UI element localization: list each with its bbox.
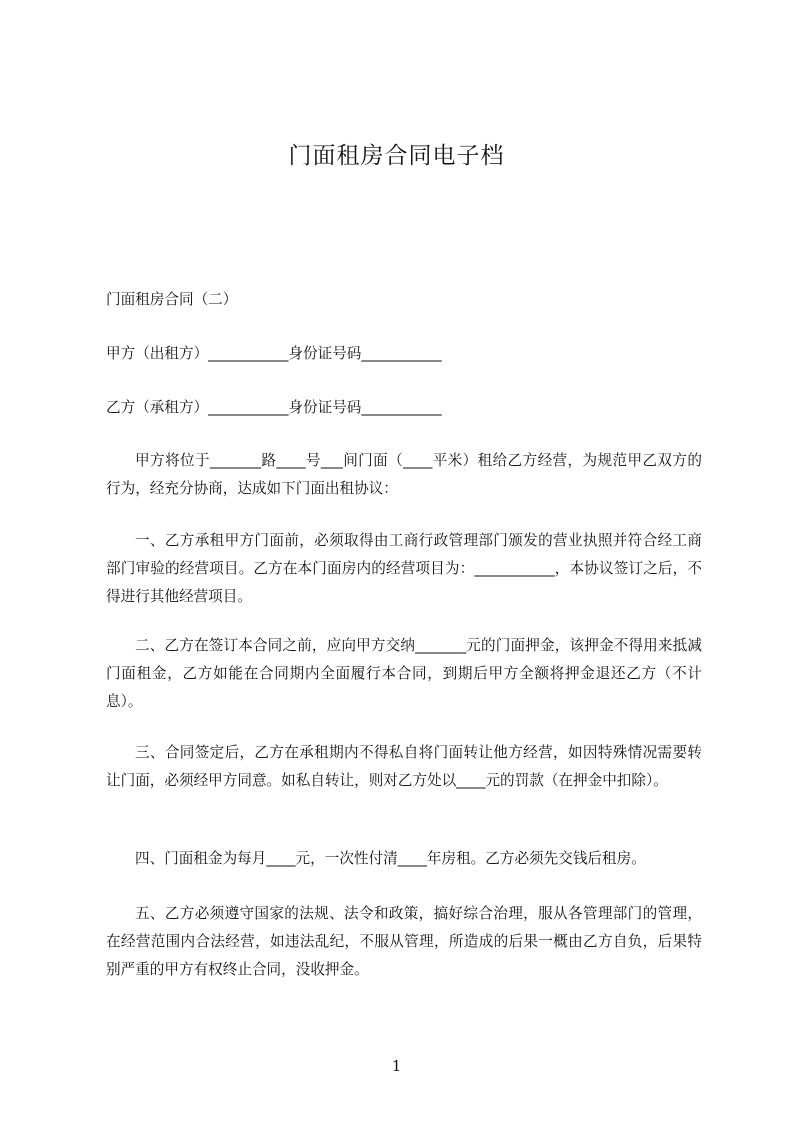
contract-subtitle: 门面租房合同（二） — [106, 291, 238, 308]
clause-5: 五、乙方必须遵守国家的法规、法令和政策，搞好综合治理，服从各管理部门的管理，在经营范围内合法经营，如违法乱纪，不服从管理，所造成的后果一概由乙方自负，后果特别严重的甲方有权终止合同，没收押金。 — [106, 905, 702, 978]
clause-4: 四、门面租金为每月____元，一次性付清____年房租。乙方必须先交钱后租房。 — [135, 850, 646, 867]
party-b-line: 乙方（承租方）___________身份证号码___________ — [106, 399, 442, 416]
document-title: 门面租房合同电子档 — [288, 143, 505, 169]
clause-2: 二、乙方在签订本合同之前，应向甲方交纳_______元的门面押金，该押金不得用来抵减门面租金，乙方如能在合同期内全面履行本合同，到期后甲方全额将押金退还乙方（不计息）。 — [106, 637, 702, 710]
page-number: 1 — [391, 1057, 402, 1075]
clause-3: 三、合同签定后，乙方在承租期内不得私自将门面转让他方经营，如因特殊情况需要转让门面，必须经甲方同意。如私自转让，则对乙方处以____元的罚款（在押金中扣除）。 — [106, 744, 702, 789]
intro-paragraph: 甲方将位于_______路____号___间门面（____平米）租给乙方经营，为规范甲乙双方的行为，经充分协商，达成如下门面出租协议： — [106, 452, 702, 497]
party-a-line: 甲方（出租方）___________身份证号码___________ — [106, 345, 442, 362]
clause-1: 一、乙方承租甲方门面前，必须取得由工商行政管理部门颁发的营业执照并符合经工商部门审验的经营项目。乙方在本门面房内的经营项目为：___________，本协议签订之后，不得进行其他经营项目。 — [106, 532, 702, 605]
